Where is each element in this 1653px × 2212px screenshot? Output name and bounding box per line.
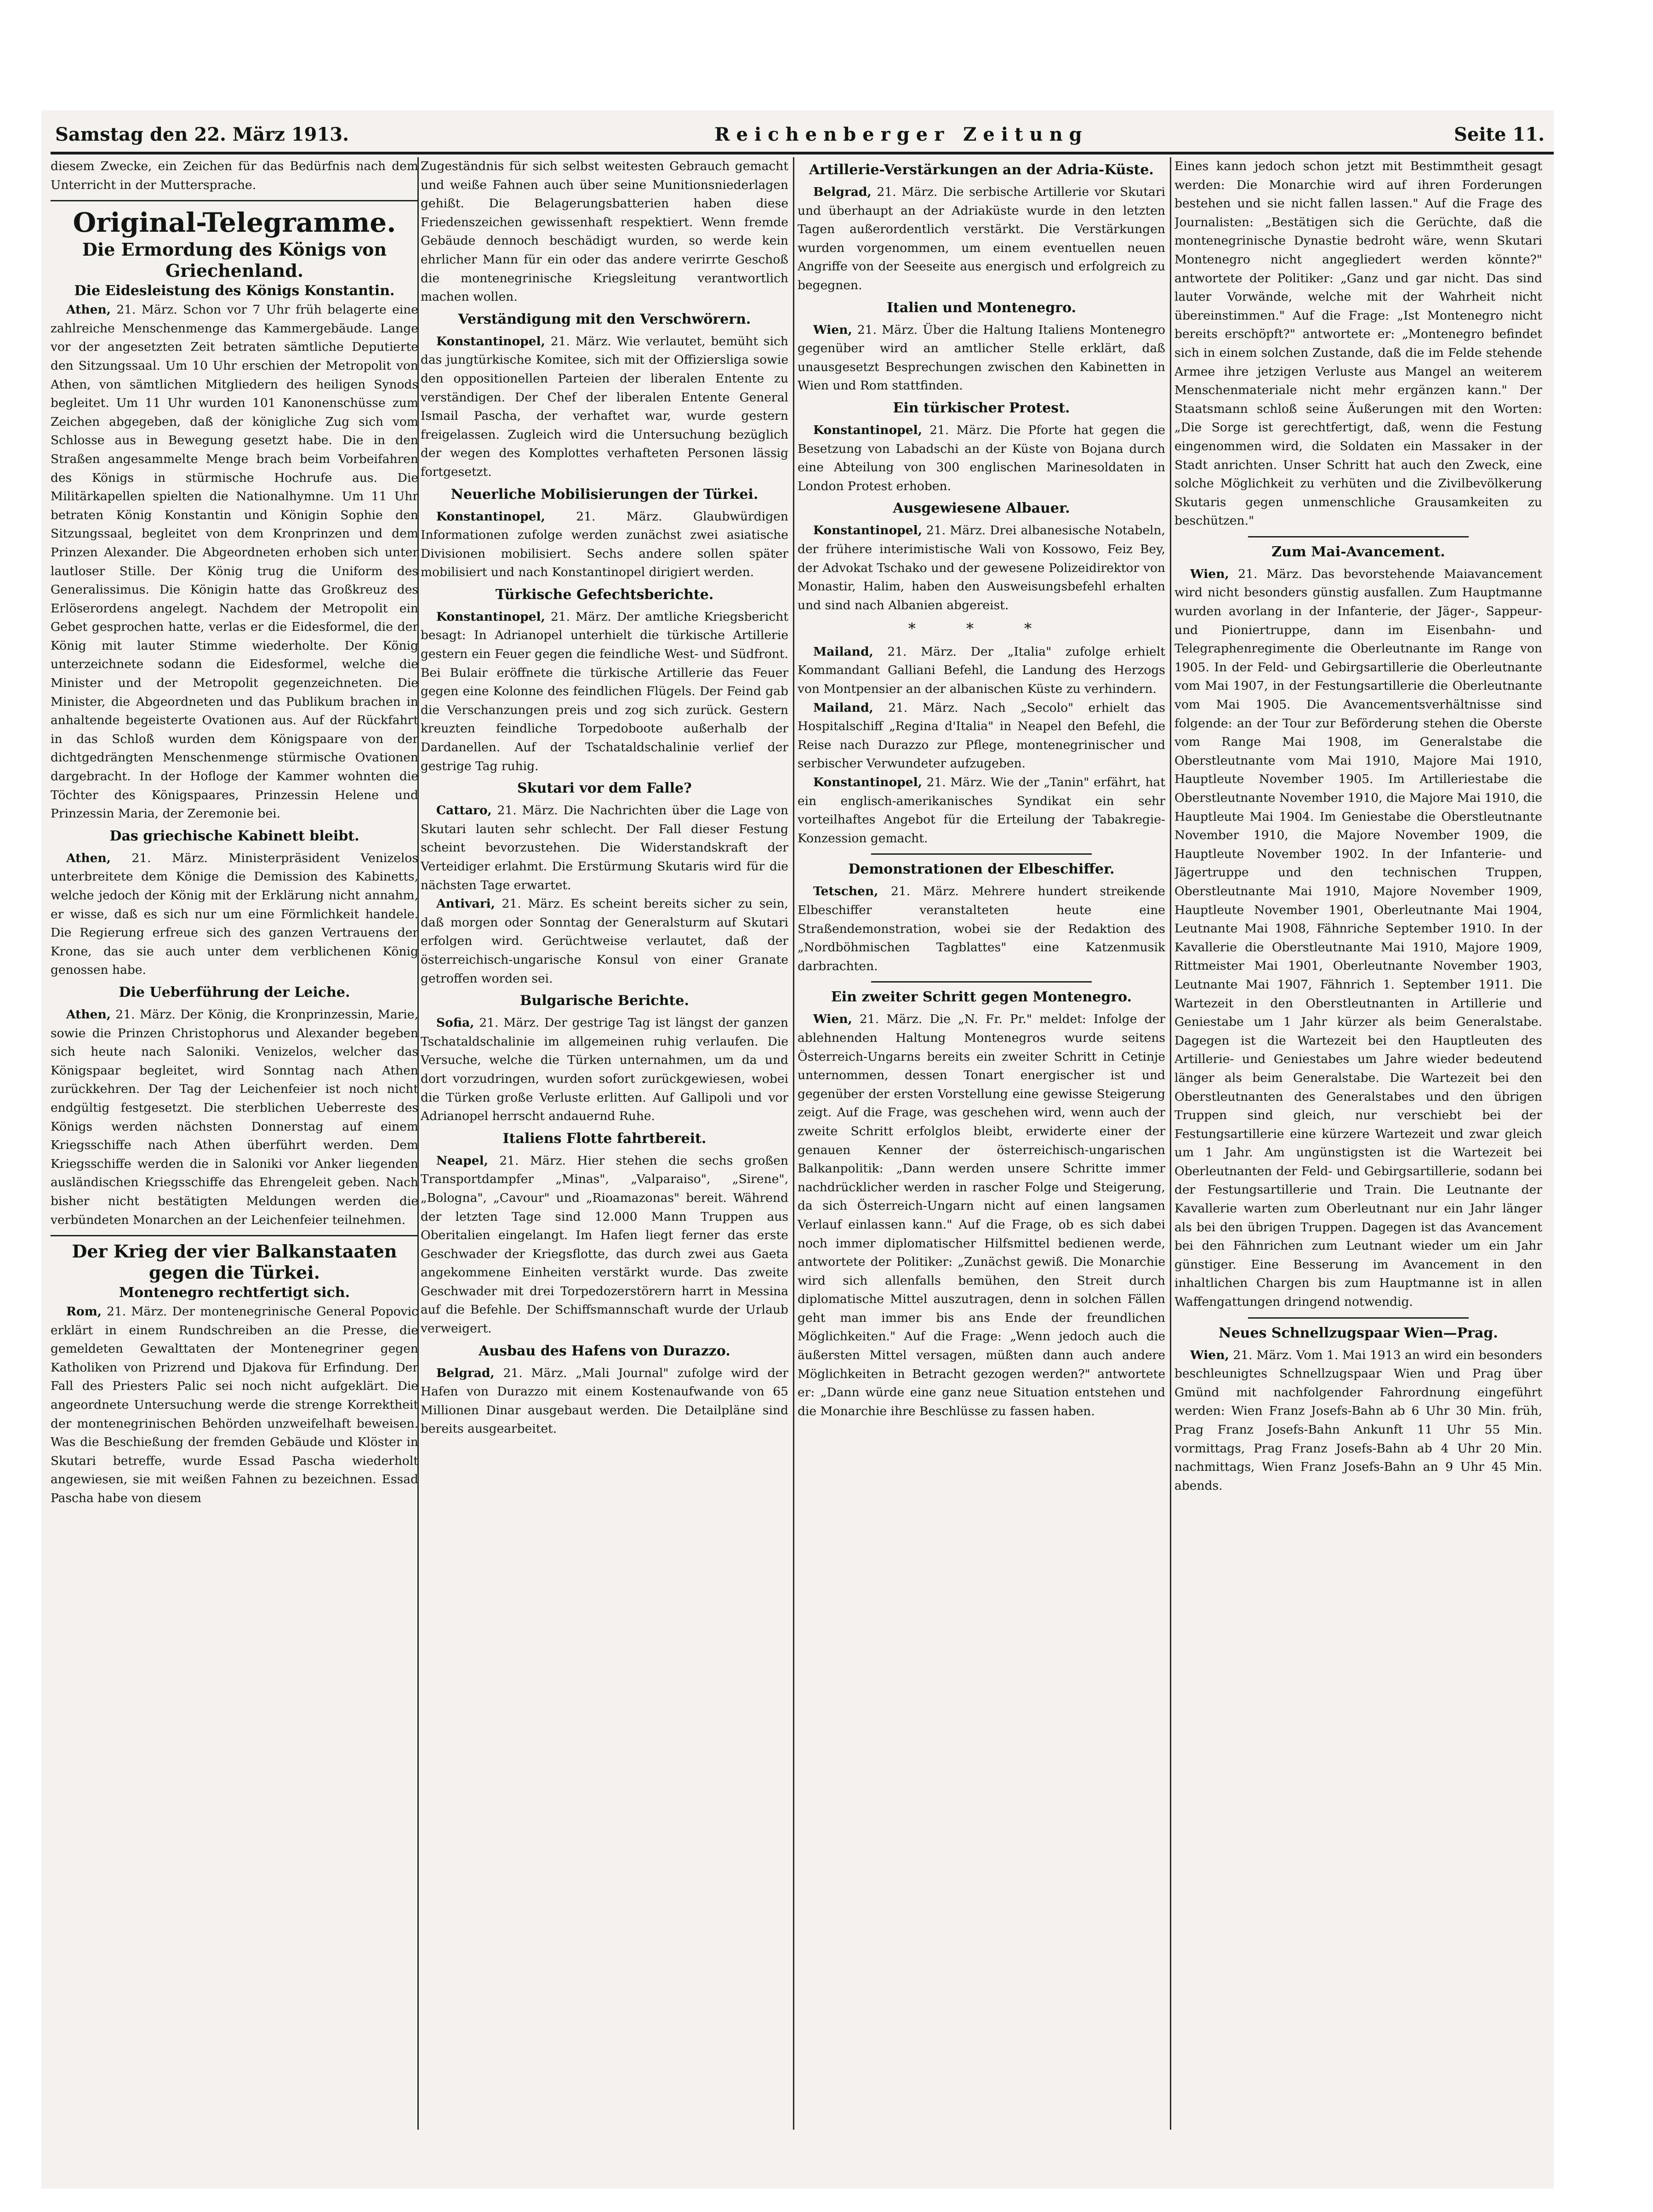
article-body <box>51 849 418 980</box>
article-text: 21. März. Mehrere hundert streikende Elbeschiffer veranstalteten heute eine Straßendemonstration, wobei sie der Redaktion des „Nordböhmischen Tagblattes" eine Katzenmusik darbrachten. <box>798 884 1165 973</box>
dateline: Konstantinopel, <box>813 523 922 538</box>
dateline: Konstantinopel, <box>436 509 545 524</box>
article-text: 21. März. Nach „Secolo" erhielt das Hospitalschiff „Regina d'Italia" in Neapel den Befehl, die Reise nach Durazzo zur Pflege, montenegrinischer und serbischer Verwundeter aufzugeben. <box>798 700 1165 771</box>
article-headline: Türkische Gefechtsberichte. <box>495 586 714 603</box>
dateline: Belgrad, <box>813 185 872 199</box>
article-headline: Neuerliche Mobilisierungen der Türkei. <box>450 486 758 503</box>
dateline: Mailand, <box>813 700 873 715</box>
divider <box>1248 536 1469 537</box>
section-stars: * * * <box>908 620 1055 638</box>
article-body <box>421 508 788 582</box>
article-body: Eines kann jedoch schon jetzt mit Bestimmtheit gesagt werden: Die Monarchie wird auf ihren Forderungen bestehen und sie nicht fallen lassen." Auf die Frage des Journalisten: „Bestätigen sich die Gerüchte, daß die montenegrinische Dynastie bedroht wäre, wenn Skutari Montenegro nicht angegliedert werden könnte?" antwortete der Politiker: „Ganz und gar nicht. Das sind lauter Vorwände, welche mit der Wahrheit nicht übereinstimmen." Auf die Frage: „Ist Montenegro nicht bereits erschöpft?" antwortete er: „Montenegro befindet sich in einem solchen Zustande, daß die im Felde stehende Armee ihre jetzigen Verluste aus Mangel an weiterem Menschenmateriale nicht mehr ergänzen kann." Der Staatsmann schloß seine Äußerungen mit den Worten: „Die Sorge ist gerechtfertigt, daß, wenn die Festung eingenommen wird, die Soldaten ein Massaker in der Stadt anrichten. Unser Schritt hat auch den Zweck, eine solche Möglichkeit zu verhüten und die Zivilbevölkerung Skutaris gegen unmenschliche Grausamkeiten zu beschützen." <box>1174 159 1542 528</box>
article-text: 21. März. Vom 1. Mai 1913 an wird ein besonders beschleunigtes Schnellzugspaar Wien und Prag über Gmünd mit nachfolgender Fahrordnung eingeführt werden: Wien Franz Josefs-Bahn ab 6 Uhr 30 Min. früh, Prag Franz Josefs-Bahn Ankunft 11 Uhr 55 Min. vormittags, Prag Franz Josefs-Bahn ab 4 Uhr 20 Min. nachmittags, Wien Franz Josefs-Bahn an 9 Uhr 45 Min. abends. <box>1174 1348 1542 1493</box>
column-divider <box>793 157 794 2130</box>
article-headline: Verständigung mit den Verschwörern. <box>458 311 751 327</box>
article-headline: Ausbau des Hafens von Durazzo. <box>479 1343 730 1359</box>
article-body <box>798 882 1165 976</box>
article-text: 21. März. Ministerpräsident Venizelos unterbreitete dem Könige die Demission des Kabinetts, welche jedoch der König mit der Erklärung nicht annahm, er wisse, daß es sich nur um eine Förmlichkeit handele. Die Regierung erfreue sich des ganzen Vertrauens der Krone, das sie auch unter dem verblichenen König genossen habe. <box>51 851 418 977</box>
article-body <box>798 773 1165 848</box>
article-headline: Bulgarische Berichte. <box>520 993 689 1009</box>
article-body <box>798 699 1165 773</box>
article-headline: Ausgewiesene Albauer. <box>893 500 1070 517</box>
dateline: Antivari, <box>436 897 495 911</box>
dateline: Wien, <box>1190 566 1229 581</box>
article-text: 21. März. Der gestrige Tag ist längst der ganzen Tschataldschalinie im allgemeinen ruhig verlaufen. Die Versuche, welche die Türken unternahmen, um da und dort vorzudringen, wurden sofort zurückgewiesen, wobei die Türken große Verluste erlitten. Auf Gallipoli und vor Adrianopel herrscht andauernd Ruhe. <box>421 1016 788 1124</box>
article-text: 21. März. Schon vor 7 Uhr früh belagerte eine zahlreiche Menschenmenge das Kammergebäude. Lange vor der angesetzten Zeit betraten sämtliche Deputierte den Sitzungssaal. Um 10 Uhr erschien der Metropolit von Athen, von sämtlichen Mitgliedern des heiligen Synods begleitet. Um 11 Uhr wurden 101 Kanonenschüsse zum Zeichen abgegeben, daß der königliche Zug sich vom Schlosse aus in Bewegung gesetzt habe. Die in den Straßen angesammelte Menge brach beim Vorbeifahren des Königs in stürmische Hochrufe aus. Die Militärkapellen spielten die Nationalhymne. Um 11 Uhr betraten König Konstantin und Königin Sophie den Sitzungssaal, begleitet von dem Kronprinzen und dem Prinzen Alexander. Die Abgeordneten erhoben sich unter lautloser Stille. Der König trug die Uniform des Generalissimus. Die Königin hatte das Großkreuz des Erlöserordens angelegt. Nachdem der Metropolit ein Gebet gesprochen hatte, verlas er die Eidesformel, die der König mit lauter Stimme wiederholte. Der König unterzeichnete sodann die Eidesformel, welche die Minister und der Metropolit gegenzeichneten. Die Minister, die Abgeordneten und das Publikum brachen in anhaltende begeisterte Ovationen aus. Auf der Rückfahrt in das Schloß wurden dem Königspaare von der dichtgedrängten Menschenmenge stürmische Ovationen dargebracht. In der Hofloge der Kammer wohnten die Töchter des Königspaares, Prinzessin Helene und Prinzessin Maria, der Zeremonie bei. <box>51 303 418 821</box>
article-text: 21. März. Es scheint bereits sicher zu sein, daß morgen oder Sonntag der Generalsturm auf Skutari erfolgen wird. Gerüchtweise verlautet, daß der österreichisch-ungarische Konsul von einer Granate getroffen worden sei. <box>421 897 788 986</box>
article-headline: Artillerie-Verstärkungen an der Adria-Küste. <box>809 162 1154 178</box>
article-headline: Demonstrationen der Elbeschiffer. <box>848 861 1115 878</box>
divider <box>51 200 418 201</box>
article-body <box>421 895 788 988</box>
article-body <box>1174 1346 1542 1496</box>
intro-text: diesem Zwecke, ein Zeichen für das Bedürfnis nach dem Unterricht in der Muttersprache. <box>51 159 418 192</box>
dateline: Tetschen, <box>813 884 878 899</box>
article-text: 21. März. Wie der „Tanin" erfährt, hat ein englisch-amerikanisches Syndikat ein sehr vorteilhaftes Angebot für die Erteilung der Tabakregie-Konzession gemacht. <box>798 775 1165 846</box>
dateline: Athen, <box>66 851 111 865</box>
article-body <box>421 1364 788 1439</box>
article-subheadline: Montenegro rechtfertigt sich. <box>119 1285 350 1301</box>
article-body <box>421 1014 788 1126</box>
article-headline: Ein zweiter Schritt gegen Montenegro. <box>831 989 1132 1006</box>
header-page-number: Seite 11. <box>1454 123 1545 145</box>
article-body <box>51 1006 418 1229</box>
dateline: Cattaro, <box>436 803 492 818</box>
header-paper-name: Reichenberger Zeitung <box>714 123 1089 145</box>
dateline: Athen, <box>66 1007 111 1022</box>
dateline: Wien, <box>813 322 852 337</box>
article-headline: Skutari vor dem Falle? <box>517 780 692 797</box>
article-subheadline: Die Eidesleistung des Königs Konstantin. <box>74 283 395 299</box>
column-2 <box>421 157 788 2134</box>
column-1 <box>51 157 418 2134</box>
dateline: Konstantinopel, <box>813 775 922 790</box>
article-headline: Das griechische Kabinett bleibt. <box>109 828 359 844</box>
dateline: Sofia, <box>436 1016 474 1030</box>
article-headline: Italiens Flotte fahrtbereit. <box>502 1130 707 1147</box>
article-text: 21. März. Die serbische Artillerie vor Skutari und überhaupt an der Adriaküste wurde in den letzten Tagen außerordentlich verstärkt. Die Verstärkungen wurden vorgenommen, um einem eventuellen neuen Angriffe von der Seeseite aus energisch und erfolgreich zu begegnen. <box>798 185 1165 292</box>
header-date: Samstag den 22. März 1913. <box>55 123 349 145</box>
article-headline: Der Krieg der vier Balkanstaaten gegen die Türkei. <box>72 1241 397 1283</box>
article-body <box>798 421 1165 496</box>
article-text: 21. März. Die Pforte hat gegen die Besetzung von Labadschi an der Küste von Bojana durch eine Abteilung von 300 englischen Marinesoldaten in London Protest erhoben. <box>798 423 1165 493</box>
article-text: 21. März. Über die Haltung Italiens Montenegro gegenüber wird an amtlicher Stelle erklärt, daß unausgesetzt Besprechungen zwischen den Kabinetten in Wien und Rom stattfinden. <box>798 322 1165 393</box>
article-headline: Italien und Montenegro. <box>886 299 1077 316</box>
article-body <box>1174 565 1542 1312</box>
dateline: Wien, <box>813 1012 852 1027</box>
dateline: Wien, <box>1190 1348 1229 1362</box>
article-text: 21. März. Der König, die Kronprinzessin, Marie, sowie die Prinzen Christophorus und Alexander begeben sich heute nach Saloniki. Venizelos, welcher das Königspaar begleitet, wird Sonntag nach Athen zurückkehren. Der Tag der Leichenfeier ist noch nicht endgültig festgesetzt. Die sterblichen Ueberreste des Königs werden nächsten Donnerstag auf einem Kriegsschiffe nach Athen überführt werden. Dem Kriegsschiffe werden die in Saloniki vor Anker liegenden ausländischen Kriegsschiffe das Ehrengeleit geben. Nach bisher nicht bestätigten Meldungen werden die verbündeten Monarchen an der Leichenfeier teilnehmen. <box>51 1007 418 1227</box>
dateline: Mailand, <box>813 644 873 659</box>
article-text: 21. März. Die „N. Fr. Pr." meldet: Infolge der ablehnenden Haltung Montenegros wurde seitens Österreich-Ungarns bereits ein zweiter Schritt in Cetinje unternommen, dessen Tonart energischer ist und gegenüber der ersten Vorstellung eine gewisse Steigerung zeigt. Auf die Frage, was geschehen wird, wenn auch der zweite Schritt erfolglos bleibt, erwiderte einer der genauen Kenner der österreichisch-ungarischen Balkanpolitik: „Dann werden unsere Schritte immer nachdrücklicher werden in rascher Folge und Steigerung, da sich Österreich-Ungarn nicht auf einen langsamen Verlauf einlassen kann." Auf die Frage, ob es sich dabei noch immer diplomatischer Hilfsmittel bedienen werde, antwortete der Politiker: „Zunächst gewiß. Die Monarchie wird sich allenfalls bemühen, den Streit durch diplomatische Mittel auszutragen, denn in solchen Fällen geht man immer bis ans Ende der freundlichen Möglichkeiten." Auf die Frage: „Wenn jedoch auch die äußersten Mittel versagen, müßten dann auch andere Möglichkeiten in Betracht gezogen werden?" antwortete er: „Dann würde eine ganz neue Situation entstehen und die Monarchie ihre Beschlüsse zu fassen haben. <box>798 1012 1165 1418</box>
divider <box>1248 1317 1469 1319</box>
dateline: Konstantinopel, <box>813 423 922 437</box>
column-divider <box>1170 157 1171 2130</box>
divider <box>51 1235 418 1236</box>
article-body <box>421 608 788 776</box>
article-body: Zugeständnis für sich selbst weitesten Gebrauch gemacht und weiße Fahnen auch über seine Munitionsniederlagen gehißt. Die Belagerungsbatterien haben diese Friedenszeichen gewissenhaft respektiert. Wenn fremde Gebäude dennoch beschädigt wurden, so werde kein ehrlicher Mann für ein oder das andere verirrte Geschoß die montenegrinische Kriegsleitung verantwortlich machen wollen. <box>421 159 788 304</box>
dateline: Konstantinopel, <box>436 334 545 349</box>
header-rule <box>51 152 1554 154</box>
article-text: 21. März. Hier stehen die sechs großen Transportdampfer „Minas", „Valparaiso", „Sirene", „Bologna", „Cavour" und „Rioamazonas" bereit. Während der letzten Tage sind 12.000 Mann Truppen aus Oberitalien eingelangt. Im Hafen liegt ferner das erste Geschwader der Kriegsflotte, das durch zwei aus Gaeta angekommene Einheiten verstärkt wurde. Das zweite Geschwader mit drei Torpedozerstörern harrt in Messina auf die Befehle. Der Schiffsmannschaft wurde der Urlaub verweigert. <box>421 1153 788 1336</box>
dateline: Neapel, <box>436 1153 488 1168</box>
article-headline: Zum Mai-Avancement. <box>1271 543 1445 560</box>
article-body <box>51 301 418 823</box>
dateline: Rom, <box>66 1304 102 1319</box>
article-text: 21. März. Der montenegrinische General Popovic erklärt in einem Rundschreiben an die Presse, die gemeldeten Gewalttaten der Montenegriner gegen Katholiken von Prizrend und Djakova für Erfindung. Der Fall des Priesters Palic sei noch nicht aufgeklärt. Die angeordnete Untersuchung werde die strenge Korrektheit der montenegrinischen Behörden unzweifelhaft beweisen. Was die Beschießung der fremden Gebäude und Klöster in Skutari betreffe, wurde Essad Pascha wiederholt angewiesen, sie mit weißen Fahnen zu bezeichnen. Essad Pascha habe von diesem <box>51 1304 418 1506</box>
divider <box>871 853 1092 855</box>
article-headline: Die Ueberführung der Leiche. <box>119 984 350 1000</box>
article-text: 21. März. Die Nachrichten über die Lage von Skutari lauten sehr schlecht. Der Fall dieser Festung scheint bevorzustehen. Die Widerstandskraft der Verteidiger erlahmt. Die Erstürmung Skutaris wird für die nächsten Tage erwartet. <box>421 803 788 892</box>
column-3 <box>798 157 1165 2134</box>
dateline: Athen, <box>66 303 111 317</box>
article-body <box>798 521 1165 615</box>
dateline: Konstantinopel, <box>436 609 545 624</box>
article-text: 21. März. Das bevorstehende Maiavancement wird nicht besonders günstig ausfallen. Zum Hauptmanne wurden avorlang in der Infanterie, der Jäger-, Sappeur- und Pioniertruppe, dann im Eisenbahn- und Telegraphenregimente die Oberleutnante im Range von 1905. In der Feld- und Gebirgsartillerie die Oberleutnante vom Mai 1907, in der Festungsartillerie die Oberleutnante vom Mai 1905. Die Avancementsverhältnisse sind folgende: an der Tour zur Beförderung stehen die Oberste vom Range Mai 1908, im Generalstabe die Oberstleutnante vom Mai 1910, Majore Mai 1910, Hauptleute November 1905. Im Artilleriestabe die Oberstleutnante November 1910, die Majore Mai 1910, die Hauptleute Mai 1904. Im Geniestabe die Oberstleutnante November 1910, die Majore November 1909, die Hauptleute November 1902. In der Infanterie- und Jägertruppe und den technischen Truppen, Oberstleutnante Mai 1910, Majore November 1909, Hauptleute November 1901, Oberleutnante Mai 1904, Leutnante Mai 1908, Fähnriche September 1910. In der Kavallerie die Oberstleutnante Mai 1910, Majore 1909, Rittmeister Mai 1901, Oberleutnante November 1903, Leutnante Mai 1907, Fähnrich 1. September 1911. Die Wartezeit in den Oberstleutnanten in Artillerie und Geniestabe um 1 Jahr kürzer als beim Generalstabe. Dagegen ist die Wartezeit bei den Hauptleuten des Artillerie- und Geniestabes um Jahre wieder bedeutend länger als beim Generalstabe. Die Wartezeit bei den Oberstleutnanten des Generalstabes und den übrigen Truppen sind gleich, nur verschiebt bei der Festungsartillerie eine kürzere Wartezeit und zwar gleich um 1 Jahr. Am ungünstigsten ist die Wartezeit bei Oberleutnanten der Feld- und Gebirgsartillerie, sodann bei der Festungsartillerie und Train. Die Leutnante der Kavallerie warten zum Oberleutnant nur ein Jahr länger als bei den übrigen Truppen. Dagegen ist das Avancement bei den Fähnrichen zum Leutnant wieder um ein Jahr günstiger. Eine Besserung im Avancement in den inhaltlichen Chargen bis zum Hauptmanne ist in allen Waffengattungen dringend notwendig. <box>1174 566 1542 1309</box>
article-body <box>798 321 1165 395</box>
article-text: 21. März. Wie verlautet, bemüht sich das jungtürkische Komitee, sich mit der Offiziersliga sowie den oppositionellen Parteien der liberalen Entente zu verständigen. Der Chef der liberalen Entente General Ismail Pascha, der verhaftet war, wurde gestern freigelassen. Zugleich wird die Untersuchung bezüglich der wegen des Komplottes verhafteten Personen lässig fortgesetzt. <box>421 334 788 479</box>
article-text: 21. März. „Mali Journal" zufolge wird der Hafen von Durazzo mit einem Kostenaufwande von 65 Millionen Dinar ausgebaut werden. Die Detailpläne sind bereits ausgearbeitet. <box>421 1366 788 1436</box>
article-body <box>798 183 1165 295</box>
article-body <box>51 1303 418 1508</box>
article-text: 21. März. Der „Italia" zufolge erhielt Kommandant Galliani Befehl, die Landung des Herzogs von Montpensier an der albanischen Küste zu verhindern. <box>798 644 1165 697</box>
dateline: Belgrad, <box>436 1366 495 1380</box>
article-headline: Ein türkischer Protest. <box>893 400 1070 416</box>
article-text: 21. März. Der amtliche Kriegsbericht besagt: In Adrianopel unterhielt die türkische Artillerie gestern ein Feuer gegen die feindliche West- und Südfront. Bei Bulair eröffnete die türkische Artillerie das Feuer gegen eine Kolonne des feindlichen Flügels. Der Feind gab die Verschanzungen preis und zog sich zurück. Gestern kreuzten feindliche Torpedoboote außerhalb der Dardanellen. Auf der Tschataldschalinie verlief der gestrige Tag ruhig. <box>421 609 788 773</box>
article-headline: Neues Schnellzugspaar Wien—Prag. <box>1219 1325 1498 1341</box>
page-header <box>55 120 1545 148</box>
section-title: Original-Telegramme. <box>73 207 396 239</box>
divider <box>871 981 1092 983</box>
article-body <box>798 643 1165 699</box>
article-body <box>798 1010 1165 1421</box>
article-text: 21. März. Drei albanesische Notabeln, der frühere interimistische Wali von Kossowo, Feiz Bey, der Advokat Tschako und der gewesene Polizeidirektor von Monastir, Halim, haben den Ausweisungsbefehl erhalten und sind nach Albanien abgereist. <box>798 523 1165 612</box>
article-body <box>421 332 788 482</box>
article-body <box>421 801 788 895</box>
article-body <box>421 1152 788 1338</box>
article-text: 21. März. Glaubwürdigen Informationen zufolge werden zunächst zwei asiatische Divisionen mobilisiert. Sechs andere sollen später mobilisiert und nach Konstantinopel dirigiert werden. <box>421 509 788 580</box>
article-headline: Die Ermordung des Königs von Griechenland. <box>82 239 387 281</box>
column-4 <box>1174 157 1542 2134</box>
